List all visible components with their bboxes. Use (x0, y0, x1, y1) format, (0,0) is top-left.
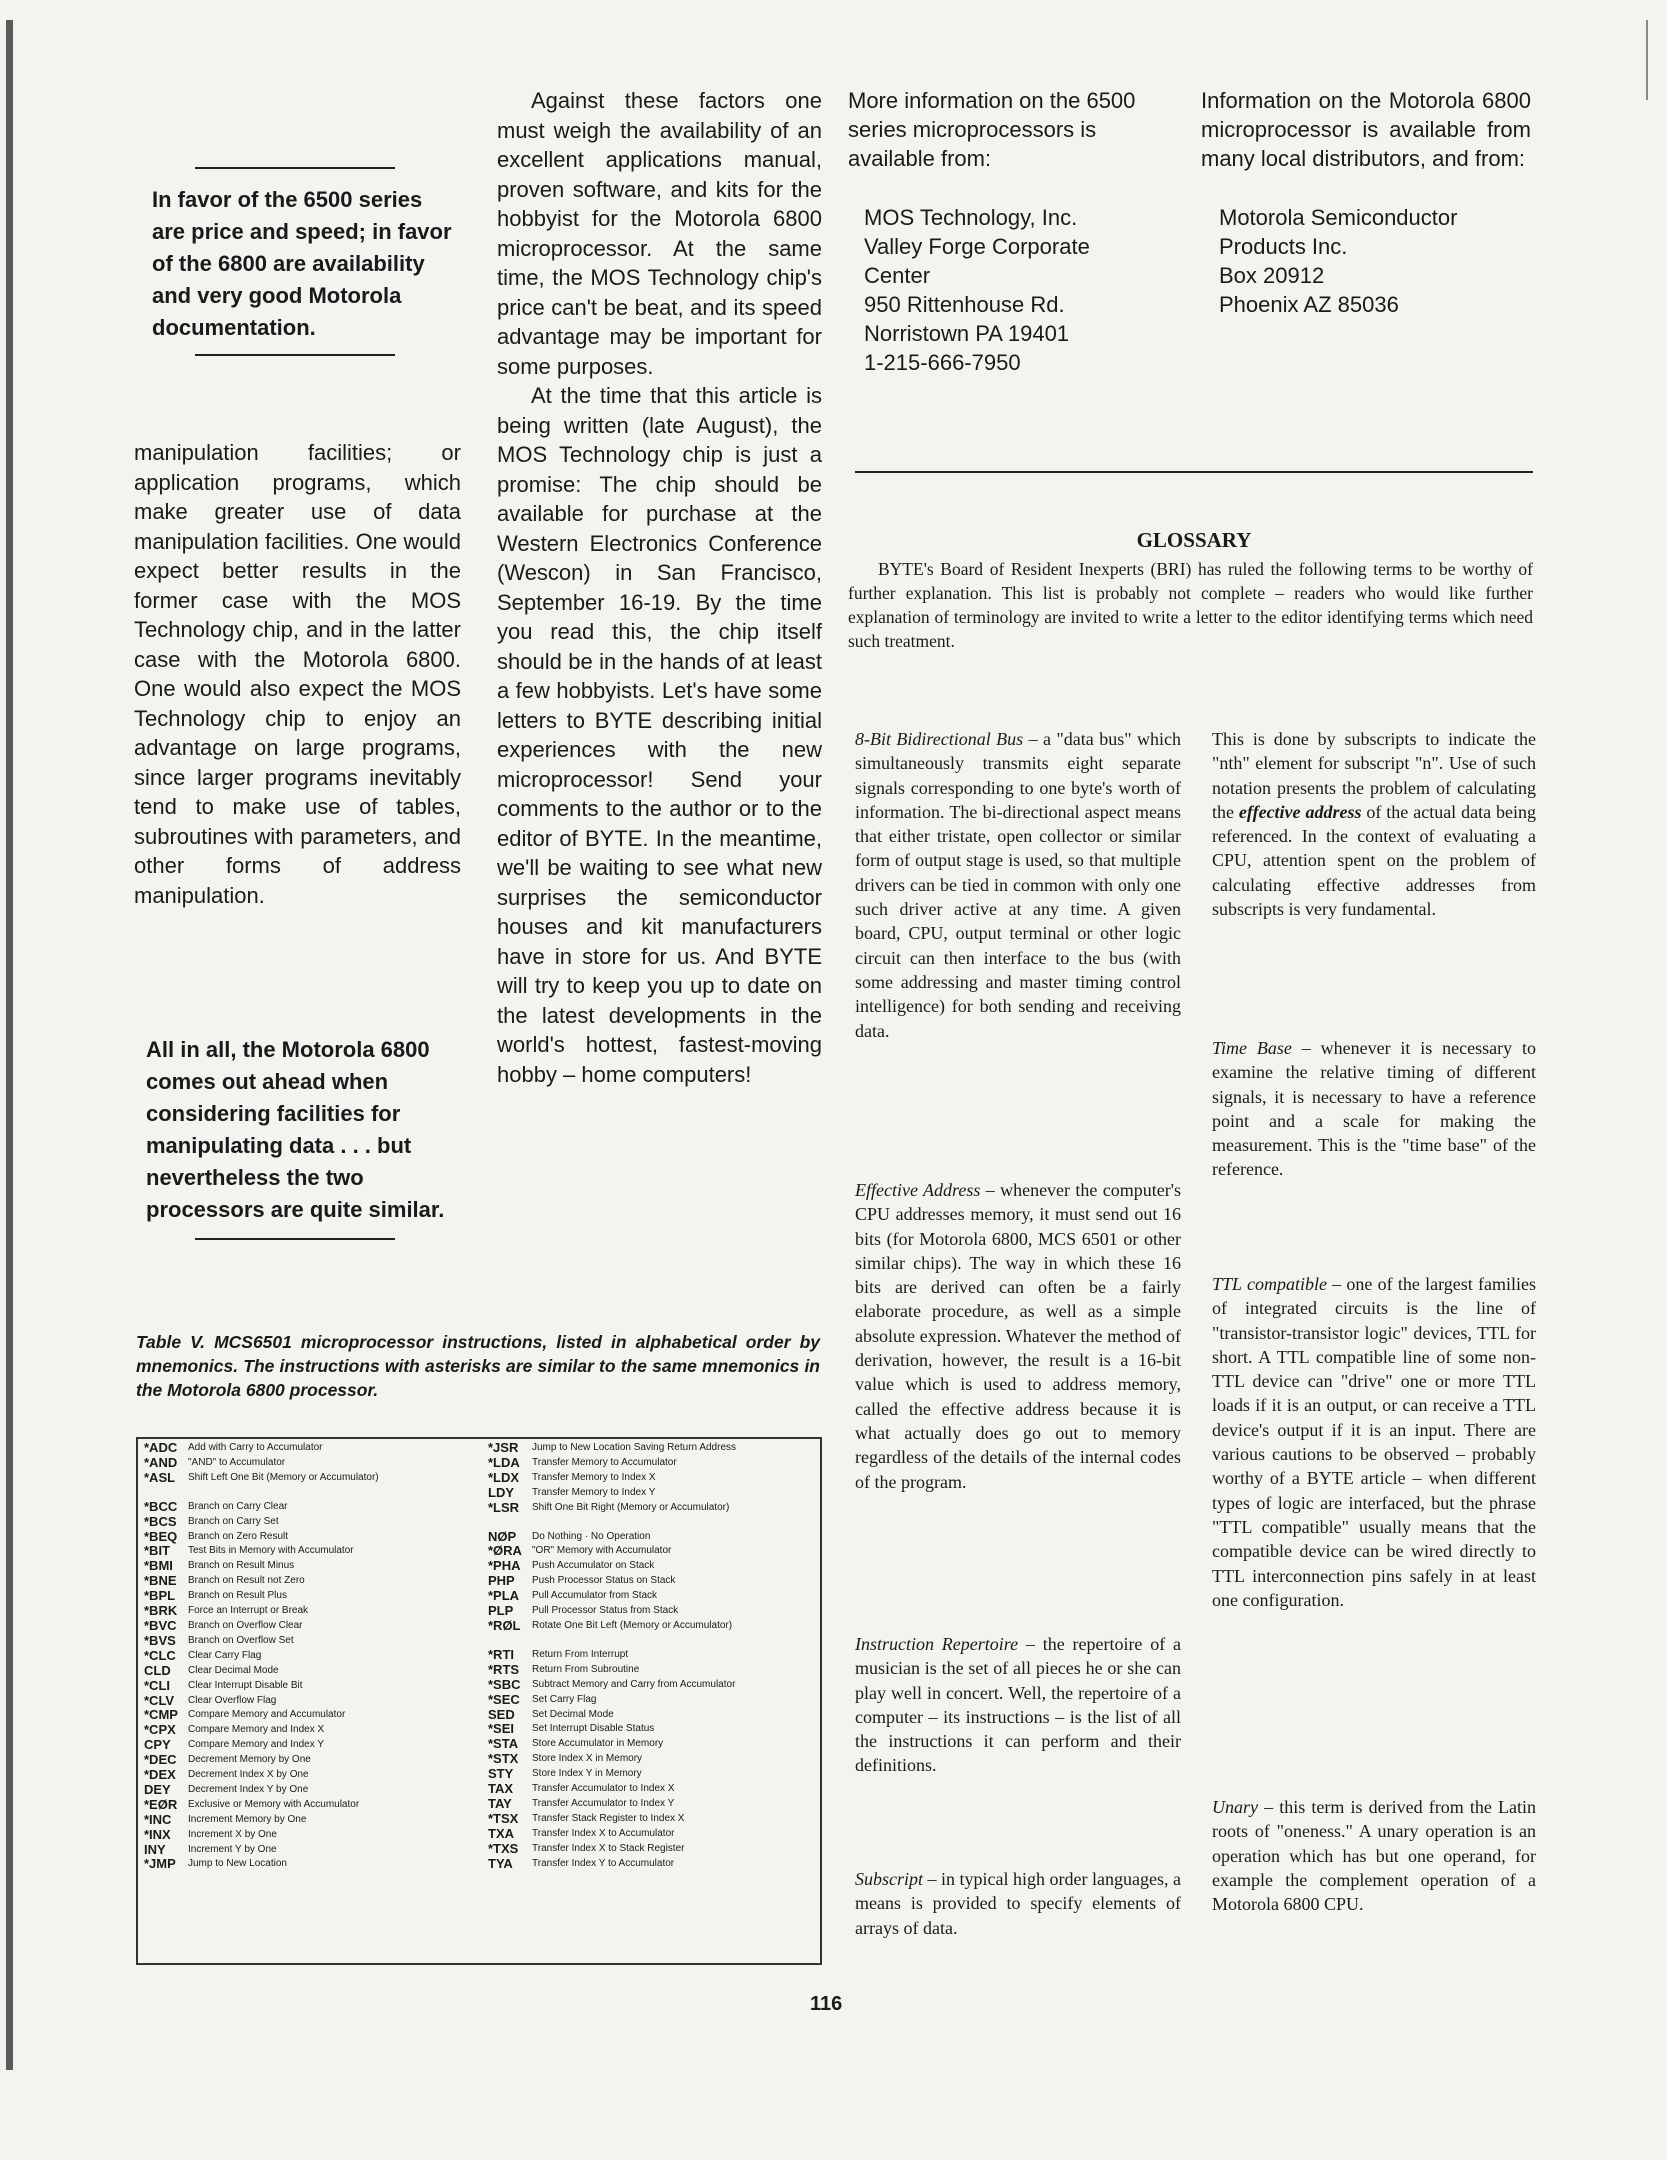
instruction-mnemonic: *EØR (144, 1796, 178, 1812)
instruction-description: Branch on Result not Zero (188, 1575, 305, 1587)
instruction-mnemonic: *INX (144, 1826, 171, 1842)
table-row (144, 1619, 474, 1634)
instruction-mnemonic: *BCC (144, 1498, 178, 1514)
instruction-mnemonic: *RØL (488, 1617, 521, 1633)
instruction-description: Transfer Index X to Accumulator (532, 1827, 675, 1839)
table-row (488, 1722, 818, 1737)
instruction-mnemonic: *BIT (144, 1543, 170, 1559)
table-row (144, 1828, 474, 1843)
instruction-mnemonic: *BNE (144, 1573, 177, 1589)
glossary-definition: This is done by subscripts to indicate the "nth" element for subscript "n". Use of such notation presents the problem of calculating the (1212, 729, 1536, 822)
table-row (144, 1649, 474, 1664)
table-row (488, 1501, 818, 1516)
table-row (488, 1767, 818, 1782)
glossary-term-inline: effective address (1238, 801, 1362, 822)
instruction-mnemonic: PHP (488, 1573, 515, 1589)
glossary-entry (855, 1632, 1181, 1778)
middle-para-1: Against these factors one must weigh the availability of an excellent applications manual, proven software, and kits for the hobbyist for the Motorola 6800 microprocessor. At the same time, the MOS Technology chip's price can't be beat, and its speed advantage may be important for some purposes. (497, 88, 822, 379)
instruction-description: Transfer Index X to Stack Register (532, 1842, 685, 1854)
glossary-title: GLOSSARY (1136, 528, 1252, 552)
instruction-description: Return From Interrupt (532, 1648, 629, 1660)
glossary-definition: – the repertoire of a musician is the set of all pieces he or she can play well in concert. Well, the repertoire of a computer – its instructions – is the list of all the instructions it can perform and their definitions. (855, 1634, 1181, 1776)
glossary-term: Time Base (1212, 1038, 1292, 1058)
table-row (488, 1471, 818, 1486)
table-row (144, 1544, 474, 1559)
info-mos-line: MOS Technology, Inc. (864, 205, 1078, 230)
instruction-description: Clear Interrupt Disable Bit (188, 1679, 303, 1691)
instruction-description: Increment X by One (188, 1828, 277, 1840)
instruction-description: Pull Accumulator from Stack (532, 1590, 658, 1602)
glossary-term: Subscript (855, 1869, 924, 1889)
page-number: 116 (810, 1993, 843, 2015)
instruction-mnemonic: *LDA (488, 1454, 520, 1470)
glossary-term: 8-Bit Bidirectional Bus (855, 729, 1024, 749)
middle-body (497, 86, 822, 1089)
instruction-mnemonic: *LSR (488, 1499, 520, 1515)
info-mos (848, 86, 1178, 377)
instruction-mnemonic: SED (488, 1706, 515, 1722)
instruction-description: Subtract Memory and Carry from Accumulator (532, 1678, 736, 1690)
instruction-mnemonic: *STX (488, 1751, 519, 1767)
instruction-mnemonic: *AND (144, 1454, 178, 1470)
table-row (488, 1619, 818, 1634)
instruction-description: Exclusive or Memory with Accumulator (188, 1798, 360, 1810)
instruction-description: Set Interrupt Disable Status (532, 1723, 655, 1735)
glossary-definition: – this term is derived from the Latin roots of "oneness." A unary operation is an operation which has but one operand, for example the complement operation of a Motorola 6800 CPU. (1212, 1797, 1536, 1915)
table-row (144, 1471, 474, 1486)
instruction-mnemonic: *SEI (488, 1721, 515, 1737)
instruction-description: Transfer Memory to Accumulator (532, 1456, 677, 1468)
table-row (144, 1694, 474, 1709)
table-row (144, 1634, 474, 1649)
glossary-definition: – whenever the computer's CPU addresses memory, it must send out 16 bits (for Motorola 6800, MCS 6501 or other similar chips). The way in which these 16 bits are derived can often be a fairly elaborate procedure, as well as a simple absolute expression. Whatever the method of derivation, however, the result is a 16-bit value which is used to address memory, called the effective address because it is what actually does go out to memory regardless of the details of the internal codes of the program. (855, 1180, 1181, 1492)
table-row (144, 1664, 474, 1679)
table-row (488, 1797, 818, 1812)
table-row (488, 1544, 818, 1559)
instruction-mnemonic: *BMI (144, 1558, 173, 1574)
instruction-description: Transfer Accumulator to Index X (532, 1783, 675, 1795)
glossary-entry (855, 727, 1181, 1043)
instruction-description: Push Accumulator on Stack (532, 1560, 655, 1572)
instruction-mnemonic: TAX (488, 1781, 514, 1797)
left-body-text: manipulation facilities; or application programs, which make greater use of data manipulation facilities. One would expect better results in the former case with the MOS Technology chip, and in the latter case with the Motorola 6800. One would also expect the MOS Technology chip to enjoy an advantage on large programs, since larger programs inevitably tend to make use of tables, subroutines with parameters, and other forms of address manipulation. (134, 440, 461, 908)
info-mos-line: 950 Rittenhouse Rd. (864, 292, 1065, 317)
instruction-description: Clear Carry Flag (188, 1649, 262, 1661)
page-right-edge (1646, 20, 1648, 100)
instruction-mnemonic: *TSX (488, 1810, 519, 1826)
middle-para-2: At the time that this article is being written (late August), the MOS Technology chip is just a promise: The chip should be available for purchase at the Western Electronics Conference (Wescon) in San Francisco, September 16-19. By the time you read this, the chip itself should be in the hands of at least a few hobbyists. Let's have some letters to BYTE describing initial experiences with the new microprocessor! Send your comments to the author or to the editor of BYTE. In the meantime, we'll be waiting to see what new surprises the semiconductor houses and kit manufacturers have in store for us. And BYTE will try to keep you up to date on the latest developments in the world's hottest, fastest-moving hobby – home computers! (497, 383, 822, 1087)
table-row (488, 1842, 818, 1857)
instruction-mnemonic: *CMP (144, 1707, 178, 1723)
instruction-description: Do Nothing · No Operation (532, 1530, 651, 1542)
table-row (144, 1604, 474, 1619)
instruction-description: Decrement Index Y by One (188, 1783, 309, 1795)
glossary-term: TTL compatible (1212, 1274, 1327, 1294)
glossary-term: Instruction Repertoire (855, 1634, 1019, 1654)
glossary-entry (1212, 1795, 1536, 1916)
table-row (144, 1753, 474, 1768)
table-row (144, 1738, 474, 1753)
pullquote-2-rule (195, 1238, 395, 1240)
table-row (144, 1723, 474, 1738)
glossary-rule (855, 471, 1533, 473)
instruction-mnemonic: *SBC (488, 1676, 521, 1692)
glossary-term: Effective Address (855, 1180, 981, 1200)
instruction-description: Add with Carry to Accumulator (188, 1442, 323, 1453)
instruction-mnemonic: *CPX (144, 1722, 176, 1738)
table-row (488, 1441, 818, 1456)
table-row (144, 1679, 474, 1694)
table-row (144, 1857, 474, 1872)
instruction-description: Force an Interrupt or Break (188, 1605, 309, 1617)
instruction-mnemonic: *CLV (144, 1692, 175, 1708)
table-row (488, 1678, 818, 1693)
instruction-description: Transfer Memory to Index Y (532, 1486, 656, 1498)
instruction-mnemonic: *JMP (144, 1856, 176, 1872)
info-motorola-line: Products Inc. (1219, 234, 1348, 259)
table-row (144, 1589, 474, 1604)
pullquote-1: In favor of the 6500 series are price and speed; in favor of the 6800 are availability and very good Motorola documentation. (152, 187, 452, 340)
instruction-mnemonic: NØP (488, 1528, 517, 1544)
info-motorola (1201, 86, 1531, 319)
instruction-mnemonic: *BCS (144, 1513, 177, 1529)
glossary-entry (1212, 1272, 1536, 1612)
glossary-entry (855, 1867, 1181, 1940)
glossary-intro: BYTE's Board of Resident Inexperts (BRI) has ruled the following terms to be worthy of further explanation. This list is probably not complete – readers who would like further explanation of terminology are invited to write a letter to the editor identifying terms which need such treatment. (848, 559, 1533, 651)
table-row (488, 1604, 818, 1619)
instruction-mnemonic: *CLI (144, 1677, 170, 1693)
table-caption: Table V. MCS6501 microprocessor instructions, listed in alphabetical order by mnemonics. The instructions with asterisks are similar to the same mnemonics in the Motorola 6800 processor. (136, 1332, 820, 1400)
table-row (144, 1843, 474, 1858)
instruction-description: Rotate One Bit Left (Memory or Accumulator) (532, 1619, 733, 1631)
instruction-description: Test Bits in Memory with Accumulator (188, 1545, 354, 1557)
instruction-mnemonic: *ØRA (488, 1543, 522, 1559)
instruction-description: Transfer Memory to Index X (532, 1471, 656, 1483)
instruction-table-left-column (144, 1441, 474, 1872)
pullquote-2: All in all, the Motorola 6800 comes out ahead when considering facilities for manipulating data . . . but nevertheless the two processors are quite similar. (146, 1037, 445, 1222)
page-binding-edge (6, 20, 13, 2070)
instruction-mnemonic: *LDX (488, 1469, 520, 1485)
table-row (144, 1500, 474, 1515)
instruction-description: "AND" to Accumulator (188, 1456, 286, 1468)
instruction-mnemonic: CPY (144, 1737, 171, 1753)
instruction-description: Store Index X in Memory (532, 1753, 643, 1765)
glossary-term: Unary (1212, 1797, 1258, 1817)
table-row (144, 1441, 474, 1456)
instruction-description: Pull Processor Status from Stack (532, 1605, 679, 1617)
instruction-description: Return From Subroutine (532, 1663, 640, 1675)
pullquote-rule-top (195, 167, 395, 169)
info-motorola-line: Phoenix AZ 85036 (1219, 292, 1399, 317)
glossary-definition: – one of the largest families of integrated circuits is the line of "transistor-transistor logic" devices, TTL for short. A TTL compatible line of some non-TTL device can "drive" one or more TTL loads if it is an output, or can receive a TTL device's output if it is an input. There are various cautions to be observed – probably worthy of a BYTE article – when different types of logic are interfaced, but the phrase "TTL compatible" usually means that the compatible device can be wired directly to TTL interconnection pins safely in at least one configuration. (1212, 1274, 1537, 1610)
instruction-description: Transfer Index Y to Accumulator (532, 1857, 675, 1869)
table-row (488, 1574, 818, 1589)
instruction-description: Shift Left One Bit (Memory or Accumulator) (188, 1471, 379, 1483)
instruction-table-right-column (488, 1441, 818, 1871)
glossary-definition: – whenever it is necessary to examine the relative timing of different signals, it is necessary to have a reference point and a scale for making the measurement. This is the "time base" of the reference. (1212, 1038, 1537, 1180)
instruction-mnemonic: *BEQ (144, 1528, 178, 1544)
info-mos-line: 1-215-666-7950 (864, 350, 1021, 375)
table-row (488, 1663, 818, 1678)
instruction-table (136, 1437, 822, 1965)
table-row (488, 1589, 818, 1604)
instruction-description: Shift One Bit Right (Memory or Accumulator) (532, 1501, 730, 1513)
instruction-mnemonic: DEY (144, 1781, 171, 1797)
instruction-description: Compare Memory and Index Y (188, 1739, 324, 1751)
instruction-mnemonic: *SEC (488, 1691, 520, 1707)
table-row (144, 1708, 474, 1723)
glossary-definition: – in typical high order languages, a means is provided to specify elements of arrays of data. (855, 1869, 1181, 1938)
instruction-mnemonic: TAY (488, 1795, 512, 1811)
instruction-mnemonic: *DEX (144, 1767, 176, 1783)
instruction-description: Transfer Stack Register to Index X (532, 1812, 685, 1824)
glossary-definition: – a "data bus" which simultaneously transmits eight separate signals corresponding to one byte's worth of information. The bi-directional aspect means that either tristate, open collector or similar form of output stage is used, so that multiple drivers can be tied in common with only one such driver active at any time. A given board, CPU, output terminal or other logic circuit can then interface to the bus (with some addressing and master timing control intelligence) for both sending and receiving data. (855, 729, 1181, 1041)
instruction-mnemonic: *BPL (144, 1588, 176, 1604)
table-row (488, 1648, 818, 1663)
info-motorola-intro: Information on the Motorola 6800 microprocessor is available from many local distributors, and from: (1201, 88, 1531, 171)
table-row (488, 1486, 818, 1501)
instruction-description: Increment Y by One (188, 1843, 277, 1855)
glossary-entry (1212, 1036, 1536, 1182)
table-row (144, 1783, 474, 1798)
instruction-mnemonic: STY (488, 1766, 514, 1782)
instruction-mnemonic: *INC (144, 1811, 172, 1827)
table-row (488, 1812, 818, 1827)
instruction-mnemonic: *BVS (144, 1632, 176, 1648)
table-row (488, 1693, 818, 1708)
table-row (144, 1559, 474, 1574)
instruction-mnemonic: *TXS (488, 1840, 519, 1856)
instruction-mnemonic: *ASL (144, 1469, 176, 1485)
table-row (144, 1530, 474, 1545)
table-row (488, 1857, 818, 1872)
instruction-mnemonic: *JSR (488, 1440, 519, 1455)
table-row (488, 1559, 818, 1574)
instruction-mnemonic: CLD (144, 1662, 171, 1678)
instruction-mnemonic: *CLC (144, 1647, 176, 1663)
info-mos-intro: More information on the 6500 series microprocessors is available from: (848, 88, 1136, 171)
instruction-description: Push Processor Status on Stack (532, 1575, 676, 1587)
table-row (144, 1515, 474, 1530)
instruction-description: Decrement Index X by One (188, 1769, 309, 1781)
instruction-mnemonic: *RTS (488, 1661, 520, 1677)
instruction-description: Branch on Overflow Clear (188, 1619, 303, 1631)
instruction-description: Branch on Overflow Set (188, 1634, 294, 1646)
instruction-description: Set Carry Flag (532, 1693, 597, 1705)
table-row (488, 1737, 818, 1752)
instruction-description: Clear Decimal Mode (188, 1664, 279, 1676)
instruction-mnemonic: *PLA (488, 1588, 520, 1604)
instruction-mnemonic: *RTI (488, 1646, 514, 1662)
instruction-mnemonic: PLP (488, 1603, 514, 1619)
instruction-description: Compare Memory and Accumulator (188, 1709, 346, 1721)
instruction-mnemonic: TYA (488, 1855, 513, 1871)
table-row (488, 1827, 818, 1842)
table-row (144, 1456, 474, 1471)
instruction-description: Set Decimal Mode (532, 1708, 614, 1720)
table-row (488, 1752, 818, 1767)
instruction-description: Compare Memory and Index X (188, 1724, 325, 1736)
info-mos-line: Norristown PA 19401 (864, 321, 1070, 346)
instruction-mnemonic: *PHA (488, 1558, 521, 1574)
glossary-definition: of the actual data being referenced. In the context of evaluating a CPU, attention spent on the problem of calculating effective addresses from subscripts is very fundamental. (1212, 801, 1536, 920)
glossary-entry (855, 1178, 1181, 1494)
instruction-description: Clear Overflow Flag (188, 1694, 277, 1706)
table-row (488, 1530, 818, 1545)
instruction-mnemonic: *ADC (144, 1440, 178, 1455)
table-row (144, 1768, 474, 1783)
instruction-description: Decrement Memory by One (188, 1754, 311, 1766)
instruction-description: Branch on Carry Set (188, 1515, 279, 1527)
instruction-description: Branch on Result Plus (188, 1590, 287, 1602)
instruction-mnemonic: *STA (488, 1736, 519, 1752)
instruction-mnemonic: *BRK (144, 1603, 178, 1619)
pullquote-rule-bottom (195, 354, 395, 356)
instruction-description: "OR" Memory with Accumulator (532, 1545, 672, 1557)
instruction-description: Branch on Result Minus (188, 1560, 295, 1572)
table-row (488, 1456, 818, 1471)
instruction-description: Store Index Y in Memory (532, 1768, 642, 1780)
instruction-description: Transfer Accumulator to Index Y (532, 1797, 675, 1809)
instruction-description: Jump to New Location Saving Return Address (532, 1442, 736, 1453)
instruction-description: Branch on Zero Result (188, 1530, 289, 1542)
table-row (144, 1574, 474, 1589)
instruction-description: Branch on Carry Clear (188, 1500, 288, 1512)
instruction-description: Increment Memory by One (188, 1813, 307, 1825)
table-row (144, 1798, 474, 1813)
instruction-mnemonic: LDY (488, 1484, 514, 1500)
instruction-mnemonic: *DEC (144, 1752, 177, 1768)
table-row (488, 1782, 818, 1797)
instruction-mnemonic: *BVC (144, 1617, 177, 1633)
instruction-description: Store Accumulator in Memory (532, 1738, 664, 1750)
instruction-description: Jump to New Location (188, 1858, 287, 1870)
table-row (144, 1813, 474, 1828)
info-motorola-line: Motorola Semiconductor (1219, 205, 1458, 230)
table-row (488, 1708, 818, 1723)
info-mos-line: Valley Forge Corporate (864, 234, 1090, 259)
info-motorola-line: Box 20912 (1219, 263, 1325, 288)
instruction-mnemonic: INY (144, 1841, 166, 1857)
info-mos-line: Center (864, 263, 931, 288)
instruction-mnemonic: TXA (488, 1825, 514, 1841)
glossary-entry-continued (1212, 727, 1536, 921)
